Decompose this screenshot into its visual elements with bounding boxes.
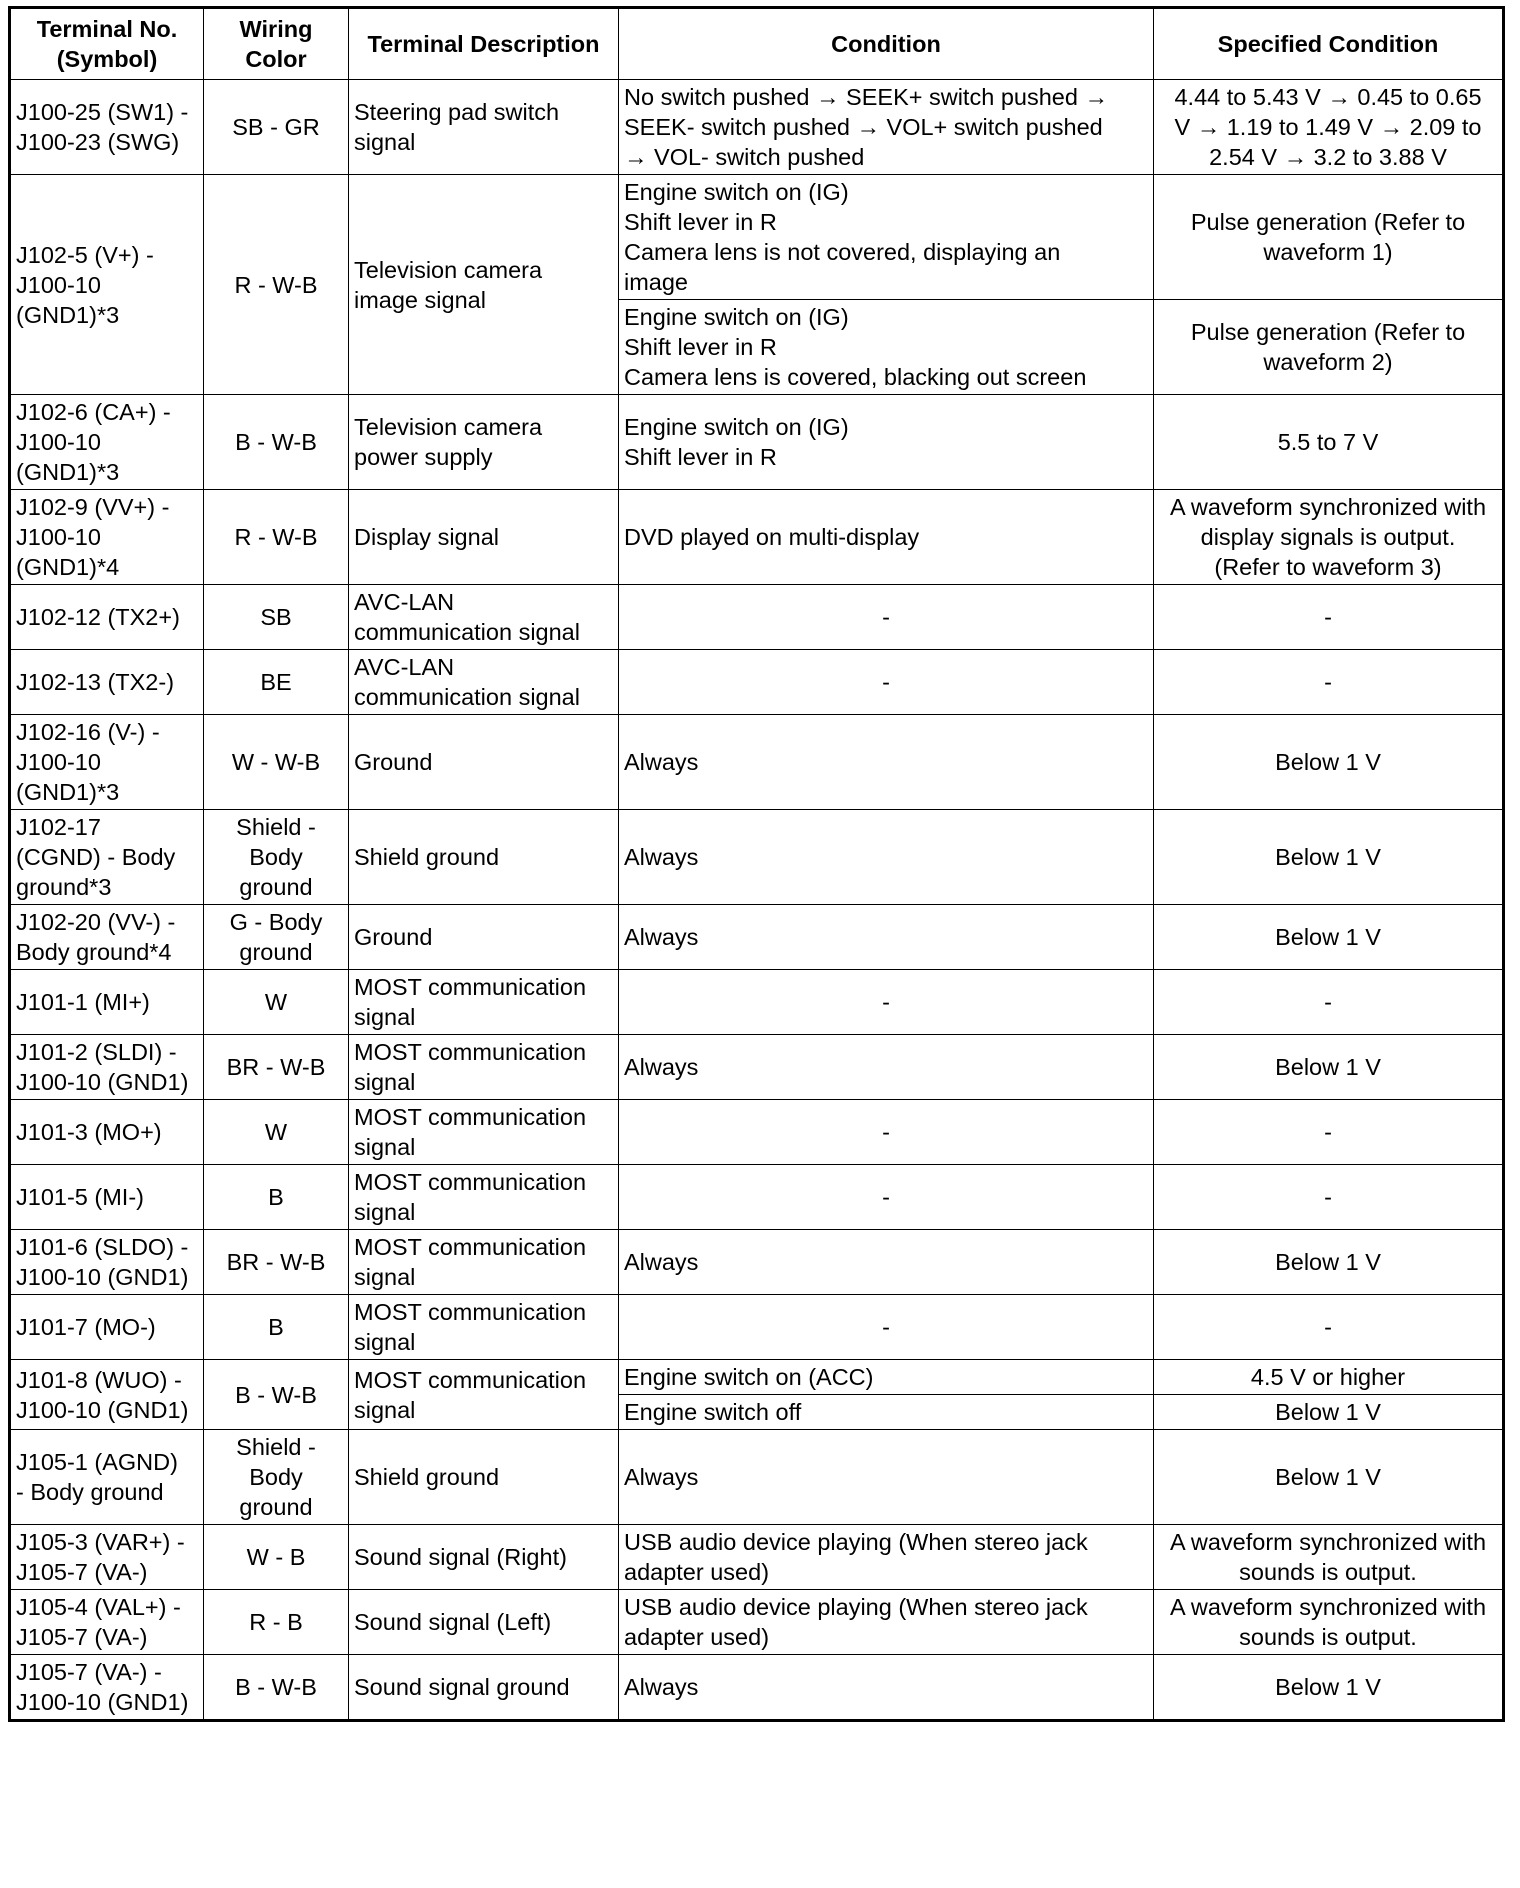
table-row xyxy=(10,810,1504,905)
terminal-cell: J105-4 (VAL+) - J105-7 (VA-) xyxy=(10,1590,204,1655)
wiring-color-cell: Shield - Body ground xyxy=(204,810,349,905)
wiring-color-cell: SB xyxy=(204,585,349,650)
terminal-description-cell: MOST communication signal xyxy=(349,1165,619,1230)
condition-cell: - xyxy=(619,970,1154,1035)
wiring-color-cell: W xyxy=(204,1100,349,1165)
terminal-cell: J102-16 (V-) - J100-10 (GND1)*3 xyxy=(10,715,204,810)
condition-cell: Always xyxy=(619,810,1154,905)
terminal-cell: J102-9 (VV+) - J100-10 (GND1)*4 xyxy=(10,490,204,585)
wiring-color-cell: W - B xyxy=(204,1525,349,1590)
condition-cell: - xyxy=(619,1165,1154,1230)
header-condition: Condition xyxy=(619,8,1154,80)
table-row xyxy=(10,970,1504,1035)
specified-condition-cell: 4.44 to 5.43 V → 0.45 to 0.65 V → 1.19 to 1.49 V → 2.09 to 2.54 V → 3.2 to 3.88 V xyxy=(1154,80,1504,175)
specified-condition-cell: Below 1 V xyxy=(1154,1430,1504,1525)
terminal-cell: J102-13 (TX2-) xyxy=(10,650,204,715)
terminal-description-cell: MOST communication signal xyxy=(349,970,619,1035)
table-row xyxy=(10,1035,1504,1100)
condition-cell: Always xyxy=(619,1230,1154,1295)
terminal-cell: J102-5 (V+) - J100-10 (GND1)*3 xyxy=(10,175,204,395)
wiring-color-cell: R - W-B xyxy=(204,490,349,585)
terminal-cell: J101-1 (MI+) xyxy=(10,970,204,1035)
wiring-color-cell: B - W-B xyxy=(204,1655,349,1721)
table-row xyxy=(10,490,1504,585)
condition-cell: - xyxy=(619,1100,1154,1165)
condition-cell: - xyxy=(619,1295,1154,1360)
terminal-cell: J101-3 (MO+) xyxy=(10,1100,204,1165)
terminal-spec-table xyxy=(8,6,1505,1722)
table-row xyxy=(10,1590,1504,1655)
wiring-color-cell: BR - W-B xyxy=(204,1230,349,1295)
terminal-description-cell: Steering pad switch signal xyxy=(349,80,619,175)
terminal-description-cell: Sound signal ground xyxy=(349,1655,619,1721)
terminal-cell: J101-2 (SLDI) - J100-10 (GND1) xyxy=(10,1035,204,1100)
wiring-color-cell: BE xyxy=(204,650,349,715)
specified-condition-cell: A waveform synchronized with display signals is output. (Refer to waveform 3) xyxy=(1154,490,1504,585)
specified-condition-cell: - xyxy=(1154,1100,1504,1165)
specified-condition-cell: Pulse generation (Refer to waveform 2) xyxy=(1154,300,1504,395)
condition-cell: Always xyxy=(619,1430,1154,1525)
condition-cell: Engine switch on (IG) Shift lever in R Camera lens is covered, blacking out screen xyxy=(619,300,1154,395)
wiring-color-cell: Shield - Body ground xyxy=(204,1430,349,1525)
terminal-description-cell: Sound signal (Left) xyxy=(349,1590,619,1655)
condition-cell: Engine switch off xyxy=(619,1395,1154,1430)
specified-condition-cell: 5.5 to 7 V xyxy=(1154,395,1504,490)
terminal-description-cell: MOST communication signal xyxy=(349,1035,619,1100)
terminal-description-cell: Ground xyxy=(349,715,619,810)
terminal-cell: J100-25 (SW1) - J100-23 (SWG) xyxy=(10,80,204,175)
table-row xyxy=(10,395,1504,490)
table-row xyxy=(10,585,1504,650)
specified-condition-cell: Below 1 V xyxy=(1154,715,1504,810)
specified-condition-cell: A waveform synchronized with sounds is output. xyxy=(1154,1525,1504,1590)
terminal-cell: J102-20 (VV-) - Body ground*4 xyxy=(10,905,204,970)
condition-cell: DVD played on multi-display xyxy=(619,490,1154,585)
terminal-description-cell: Television camera image signal xyxy=(349,175,619,395)
condition-cell: Always xyxy=(619,715,1154,810)
terminal-cell: J101-6 (SLDO) - J100-10 (GND1) xyxy=(10,1230,204,1295)
specified-condition-cell: Below 1 V xyxy=(1154,1655,1504,1721)
table-row xyxy=(10,650,1504,715)
table-row xyxy=(10,1165,1504,1230)
terminal-description-cell: Television camera power supply xyxy=(349,395,619,490)
wiring-color-cell: B - W-B xyxy=(204,395,349,490)
header-specified-condition: Specified Condition xyxy=(1154,8,1504,80)
table-row xyxy=(10,905,1504,970)
terminal-cell: J102-12 (TX2+) xyxy=(10,585,204,650)
specified-condition-cell: Below 1 V xyxy=(1154,810,1504,905)
condition-cell: Engine switch on (IG) Shift lever in R Camera lens is not covered, displaying an image xyxy=(619,175,1154,300)
condition-cell: Always xyxy=(619,1655,1154,1721)
specified-condition-cell: - xyxy=(1154,970,1504,1035)
condition-cell: Engine switch on (IG) Shift lever in R xyxy=(619,395,1154,490)
terminal-description-cell: MOST communication signal xyxy=(349,1295,619,1360)
terminal-description-cell: AVC-LAN communication signal xyxy=(349,650,619,715)
specified-condition-cell: - xyxy=(1154,1165,1504,1230)
header-terminal: Terminal No. (Symbol) xyxy=(10,8,204,80)
specified-condition-cell: 4.5 V or higher xyxy=(1154,1360,1504,1395)
condition-cell: - xyxy=(619,650,1154,715)
terminal-description-cell: MOST communication signal xyxy=(349,1360,619,1430)
wiring-color-cell: G - Body ground xyxy=(204,905,349,970)
specified-condition-cell: - xyxy=(1154,1295,1504,1360)
terminal-description-cell: AVC-LAN communication signal xyxy=(349,585,619,650)
terminal-spec-document xyxy=(8,6,1505,1722)
wiring-color-cell: B - W-B xyxy=(204,1360,349,1430)
condition-cell: USB audio device playing (When stereo jack adapter used) xyxy=(619,1590,1154,1655)
specified-condition-cell: - xyxy=(1154,650,1504,715)
terminal-description-cell: Shield ground xyxy=(349,1430,619,1525)
specified-condition-cell: Pulse generation (Refer to waveform 1) xyxy=(1154,175,1504,300)
terminal-cell: J105-1 (AGND) - Body ground xyxy=(10,1430,204,1525)
terminal-cell: J101-7 (MO-) xyxy=(10,1295,204,1360)
table-row xyxy=(10,80,1504,175)
table-header-row xyxy=(10,8,1504,80)
specified-condition-cell: Below 1 V xyxy=(1154,1395,1504,1430)
terminal-cell: J102-6 (CA+) - J100-10 (GND1)*3 xyxy=(10,395,204,490)
terminal-description-cell: MOST communication signal xyxy=(349,1100,619,1165)
wiring-color-cell: W xyxy=(204,970,349,1035)
table-row xyxy=(10,1100,1504,1165)
condition-cell: - xyxy=(619,585,1154,650)
table-row xyxy=(10,1360,1504,1395)
terminal-description-cell: Ground xyxy=(349,905,619,970)
wiring-color-cell: B xyxy=(204,1295,349,1360)
condition-cell: No switch pushed → SEEK+ switch pushed → SEEK- switch pushed → VOL+ switch pushed → VOL- switch pushed xyxy=(619,80,1154,175)
terminal-cell: J105-3 (VAR+) - J105-7 (VA-) xyxy=(10,1525,204,1590)
condition-cell: Engine switch on (ACC) xyxy=(619,1360,1154,1395)
wiring-color-cell: R - W-B xyxy=(204,175,349,395)
table-row xyxy=(10,1295,1504,1360)
terminal-cell: J101-5 (MI-) xyxy=(10,1165,204,1230)
terminal-description-cell: MOST communication signal xyxy=(349,1230,619,1295)
terminal-cell: J101-8 (WUO) - J100-10 (GND1) xyxy=(10,1360,204,1430)
wiring-color-cell: R - B xyxy=(204,1590,349,1655)
wiring-color-cell: BR - W-B xyxy=(204,1035,349,1100)
table-row xyxy=(10,175,1504,300)
table-body xyxy=(10,80,1504,1721)
condition-cell: Always xyxy=(619,905,1154,970)
table-row xyxy=(10,715,1504,810)
terminal-description-cell: Display signal xyxy=(349,490,619,585)
table-row xyxy=(10,1525,1504,1590)
condition-cell: Always xyxy=(619,1035,1154,1100)
table-row xyxy=(10,1655,1504,1721)
terminal-description-cell: Shield ground xyxy=(349,810,619,905)
terminal-cell: J102-17 (CGND) - Body ground*3 xyxy=(10,810,204,905)
table-row xyxy=(10,1230,1504,1295)
wiring-color-cell: B xyxy=(204,1165,349,1230)
header-terminal-description: Terminal Description xyxy=(349,8,619,80)
wiring-color-cell: SB - GR xyxy=(204,80,349,175)
specified-condition-cell: Below 1 V xyxy=(1154,1035,1504,1100)
specified-condition-cell: Below 1 V xyxy=(1154,905,1504,970)
specified-condition-cell: Below 1 V xyxy=(1154,1230,1504,1295)
specified-condition-cell: - xyxy=(1154,585,1504,650)
specified-condition-cell: A waveform synchronized with sounds is output. xyxy=(1154,1590,1504,1655)
header-wiring-color: Wiring Color xyxy=(204,8,349,80)
terminal-description-cell: Sound signal (Right) xyxy=(349,1525,619,1590)
wiring-color-cell: W - W-B xyxy=(204,715,349,810)
condition-cell: USB audio device playing (When stereo jack adapter used) xyxy=(619,1525,1154,1590)
table-row xyxy=(10,1430,1504,1525)
terminal-cell: J105-7 (VA-) - J100-10 (GND1) xyxy=(10,1655,204,1721)
